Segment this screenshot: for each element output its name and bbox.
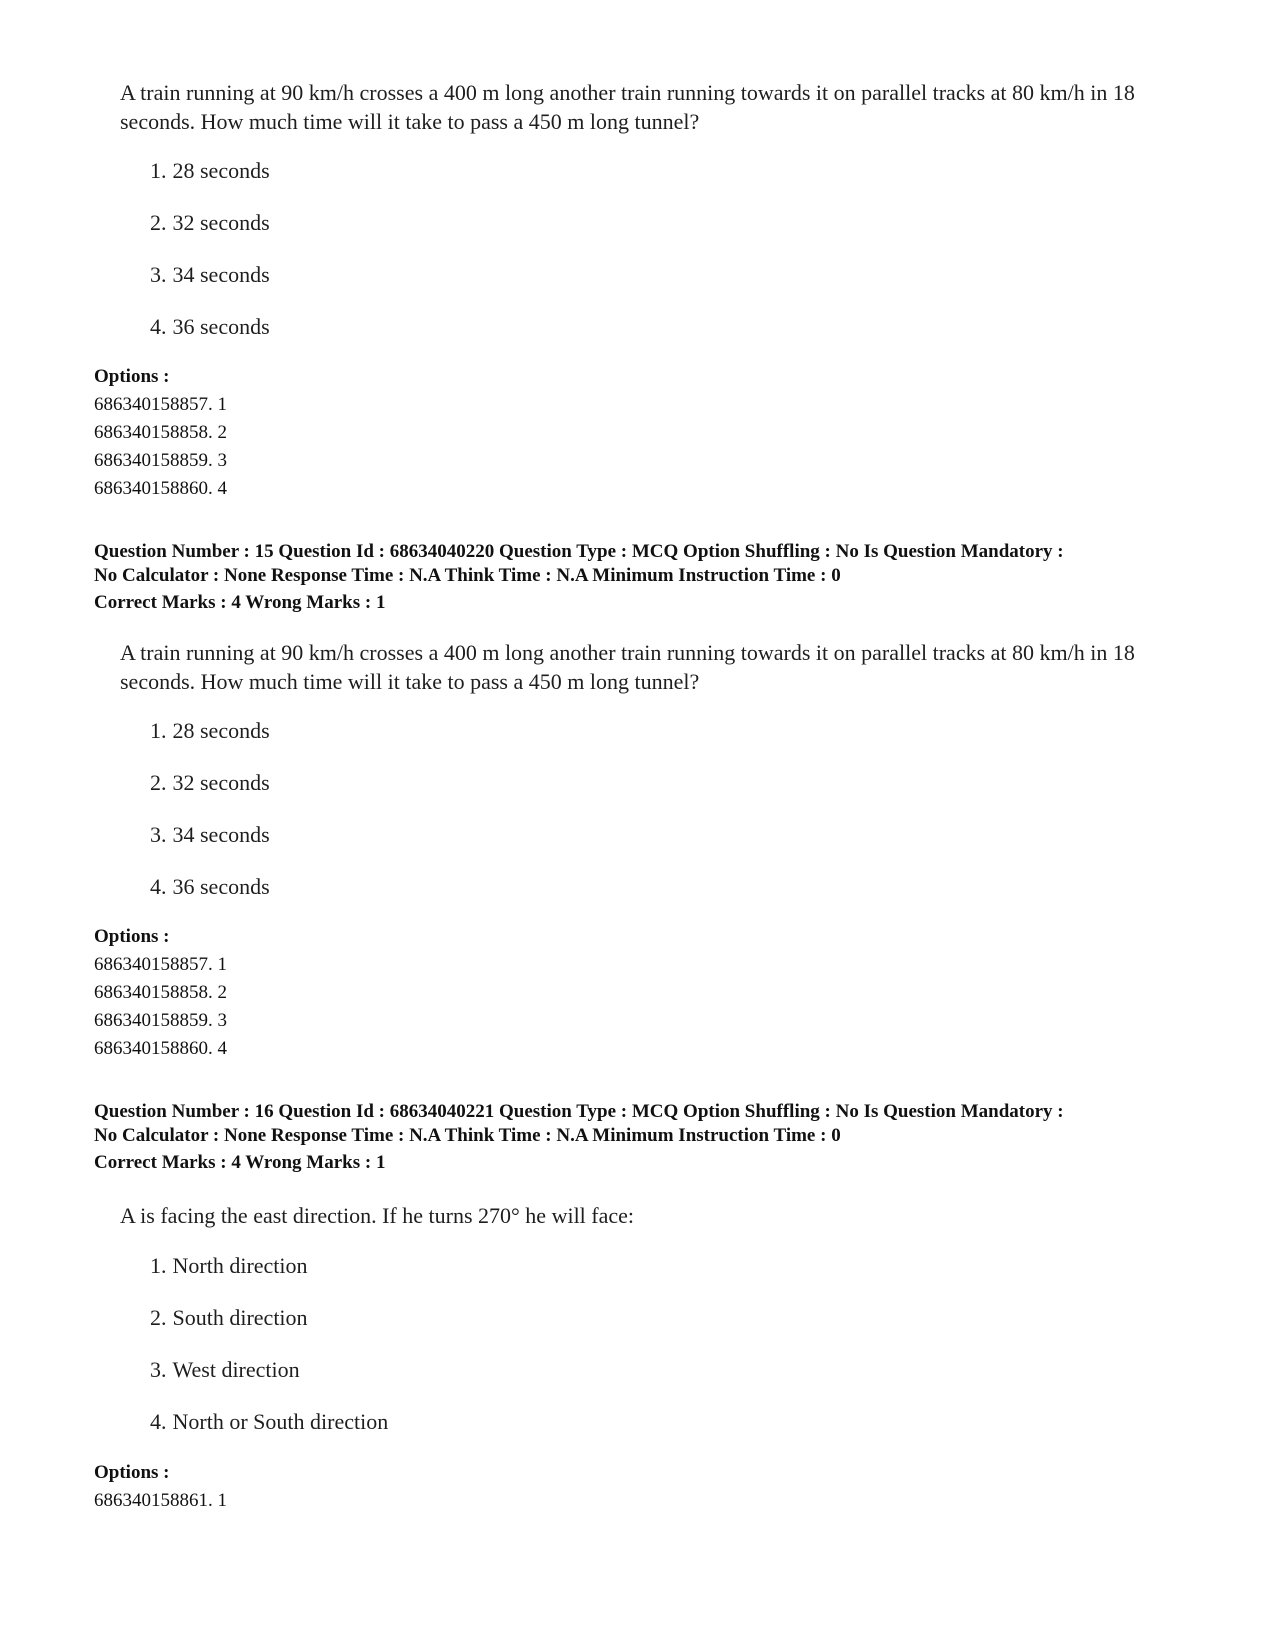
question-14-option-3: 686340158859. 3 — [94, 450, 227, 471]
choice-number: 2. — [150, 770, 167, 795]
choice-text: 28 seconds — [172, 158, 270, 183]
question-15-option-3: 686340158859. 3 — [94, 1010, 227, 1031]
choice-number: 2. — [150, 210, 167, 235]
question-14-stem: A train running at 90 km/h crosses a 400 m long another train running towards it on parallel tracks at 80 km/h in 18 seconds. How much time will it take to pass a 450 m long tunnel? — [120, 80, 1135, 134]
question-16-choice-2 — [150, 1305, 308, 1331]
question-14-choice-1 — [150, 158, 270, 184]
choice-text: 28 seconds — [172, 718, 270, 743]
question-15-choice-2 — [150, 770, 270, 796]
choice-text: 34 seconds — [172, 822, 270, 847]
question-16-stem: A is facing the east direction. If he turns 270° he will face: — [120, 1203, 635, 1228]
choice-number: 4. — [150, 314, 167, 339]
question-16-choice-4 — [150, 1409, 388, 1435]
question-16-marks: Correct Marks : 4 Wrong Marks : 1 — [94, 1152, 386, 1173]
choice-number: 4. — [150, 874, 167, 899]
choice-number: 1. — [150, 158, 167, 183]
question-15-image — [120, 638, 1200, 908]
question-16-meta-line-1: Question Number : 16 Question Id : 68634040221 Question Type : MCQ Option Shuffling : No Is Question Mandatory : — [94, 1101, 1064, 1122]
question-16-meta-line-2: No Calculator : None Response Time : N.A Think Time : N.A Minimum Instruction Time : 0 — [94, 1125, 841, 1146]
question-15-options-label: Options : — [94, 926, 170, 947]
question-15-choice-3 — [150, 822, 270, 848]
choice-text: South direction — [172, 1305, 308, 1330]
choice-text: West direction — [172, 1357, 300, 1382]
question-15-choice-4 — [150, 874, 270, 900]
question-14-choice-2 — [150, 210, 270, 236]
choice-text: 32 seconds — [172, 770, 270, 795]
question-14-choice-3 — [150, 262, 270, 288]
question-16-metadata — [94, 1100, 1214, 1148]
question-15-meta-line-2: No Calculator : None Response Time : N.A Think Time : N.A Minimum Instruction Time : 0 — [94, 565, 841, 586]
question-15-marks: Correct Marks : 4 Wrong Marks : 1 — [94, 592, 386, 613]
question-15-stem: A train running at 90 km/h crosses a 400 m long another train running towards it on parallel tracks at 80 km/h in 18 seconds. How much time will it take to pass a 450 m long tunnel? — [120, 640, 1135, 694]
question-15-choice-1 — [150, 718, 270, 744]
question-14-option-2: 686340158858. 2 — [94, 422, 227, 443]
question-16-image — [120, 1201, 1200, 1441]
question-15-option-1: 686340158857. 1 — [94, 954, 227, 975]
question-14-options-label: Options : — [94, 366, 170, 387]
choice-text: 34 seconds — [172, 262, 270, 287]
choice-text: 36 seconds — [172, 314, 270, 339]
question-16-choice-1 — [150, 1253, 308, 1279]
choice-number: 2. — [150, 1305, 167, 1330]
choice-text: 32 seconds — [172, 210, 270, 235]
question-15-metadata — [94, 540, 1214, 588]
choice-text: North or South direction — [172, 1409, 389, 1434]
choice-number: 1. — [150, 1253, 167, 1278]
choice-number: 3. — [150, 1357, 167, 1382]
question-16-option-1: 686340158861. 1 — [94, 1490, 227, 1511]
choice-number: 3. — [150, 822, 167, 847]
question-14-image — [120, 78, 1200, 348]
question-15-option-4: 686340158860. 4 — [94, 1038, 227, 1059]
question-14-choice-4 — [150, 314, 270, 340]
choice-text: 36 seconds — [172, 874, 270, 899]
choice-text: North direction — [172, 1253, 308, 1278]
choice-number: 3. — [150, 262, 167, 287]
question-16-choice-3 — [150, 1357, 300, 1383]
question-14-option-1: 686340158857. 1 — [94, 394, 227, 415]
question-16-options-label: Options : — [94, 1462, 170, 1483]
choice-number: 1. — [150, 718, 167, 743]
question-15-meta-line-1: Question Number : 15 Question Id : 68634040220 Question Type : MCQ Option Shuffling : No Is Question Mandatory : — [94, 541, 1064, 562]
question-14-option-4: 686340158860. 4 — [94, 478, 227, 499]
choice-number: 4. — [150, 1409, 167, 1434]
question-15-option-2: 686340158858. 2 — [94, 982, 227, 1003]
